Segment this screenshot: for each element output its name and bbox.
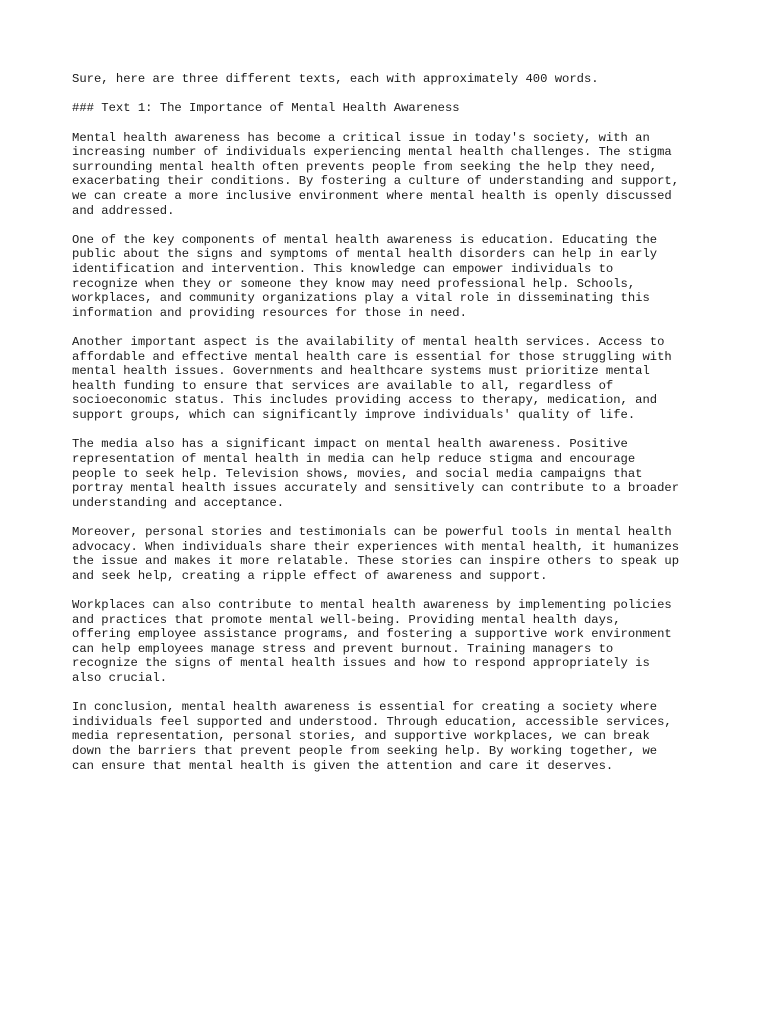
paragraph-line: recognize the signs of mental health issues and how to respond appropriately is [72, 656, 650, 671]
document-page [72, 72, 712, 788]
paragraph-line: workplaces, and community organizations play a vital role in disseminating this [72, 291, 650, 306]
paragraph-line: also crucial. [72, 671, 168, 685]
paragraph-line: representation of mental health in media can help reduce stigma and encourage [72, 451, 636, 466]
paragraph-line: The media also has a significant impact on mental health awareness. Positive [72, 437, 628, 452]
paragraph-line: portray mental health issues accurately and sensitively can contribute to a broader [72, 481, 680, 496]
paragraph-line: One of the key components of mental health awareness is education. Educating the [72, 232, 658, 247]
body-paragraph [72, 131, 712, 219]
paragraph-line: we can create a more inclusive environment where mental health is openly discussed [72, 188, 672, 203]
paragraph-line: mental health issues. Governments and healthcare systems must prioritize mental [72, 364, 650, 379]
paragraph-line: health funding to ensure that services are available to all, regardless of [72, 378, 614, 393]
paragraph-line: public about the signs and symptoms of mental health disorders can help in early [72, 247, 658, 262]
body-paragraph [72, 233, 712, 321]
paragraph-line: Mental health awareness has become a critical issue in today's society, with an [72, 130, 650, 145]
intro-paragraph [72, 72, 712, 87]
paragraph-line: identification and intervention. This knowledge can empower individuals to [72, 262, 614, 276]
paragraph-line: In conclusion, mental health awareness is essential for creating a society where [72, 700, 658, 715]
paragraph-line: recognize when they or someone they know may need professional help. Schools, [72, 276, 636, 291]
paragraph-line: Moreover, personal stories and testimonials can be powerful tools in mental health [72, 524, 672, 539]
body-paragraph [72, 525, 712, 583]
paragraph-line: increasing number of individuals experiencing mental health challenges. The stigma [72, 145, 672, 160]
paragraph-line: Another important aspect is the availability of mental health services. Access to [72, 335, 665, 350]
paragraph-line: people to seek help. Television shows, movies, and social media campaigns that [72, 466, 643, 481]
paragraph-line: individuals feel supported and understood. Through education, accessible services, [72, 714, 672, 729]
heading-text: ### Text 1: The Importance of Mental Health Awareness [72, 101, 460, 116]
body-paragraphs [72, 131, 712, 774]
paragraph-line: the issue and makes it more relatable. These stories can inspire others to speak up [72, 554, 680, 569]
paragraph-line: and addressed. [72, 203, 175, 218]
paragraph-line: media representation, personal stories, and supportive workplaces, we can break [72, 729, 650, 744]
paragraph-line: offering employee assistance programs, and fostering a supportive work environment [72, 627, 672, 642]
body-paragraph [72, 700, 712, 773]
paragraph-line: socioeconomic status. This includes providing access to therapy, medication, and [72, 393, 658, 408]
paragraph-line: down the barriers that prevent people from seeking help. By working together, we [72, 744, 658, 759]
body-paragraph [72, 437, 712, 510]
body-paragraph [72, 598, 712, 686]
paragraph-line: exacerbating their conditions. By fostering a culture of understanding and support, [72, 174, 680, 189]
paragraph-line: surrounding mental health often prevents people from seeking the help they need, [72, 159, 658, 174]
paragraph-line: can ensure that mental health is given the attention and care it deserves. [72, 758, 614, 773]
paragraph-line: affordable and effective mental health care is essential for those struggling with [72, 349, 672, 364]
body-paragraph [72, 335, 712, 423]
paragraph-line: support groups, which can significantly improve individuals' quality of life. [72, 408, 636, 423]
paragraph-line: can help employees manage stress and prevent burnout. Training managers to [72, 641, 614, 656]
paragraph-line: understanding and acceptance. [72, 495, 285, 510]
section-heading [72, 101, 712, 116]
intro-text: Sure, here are three different texts, each with approximately 400 words. [72, 72, 599, 86]
paragraph-line: Workplaces can also contribute to mental health awareness by implementing policies [72, 598, 672, 613]
paragraph-line: and seek help, creating a ripple effect of awareness and support. [72, 568, 548, 583]
paragraph-line: information and providing resources for those in need. [72, 305, 467, 320]
paragraph-line: and practices that promote mental well-being. Providing mental health days, [72, 612, 621, 627]
paragraph-line: advocacy. When individuals share their experiences with mental health, it humanizes [72, 539, 680, 554]
